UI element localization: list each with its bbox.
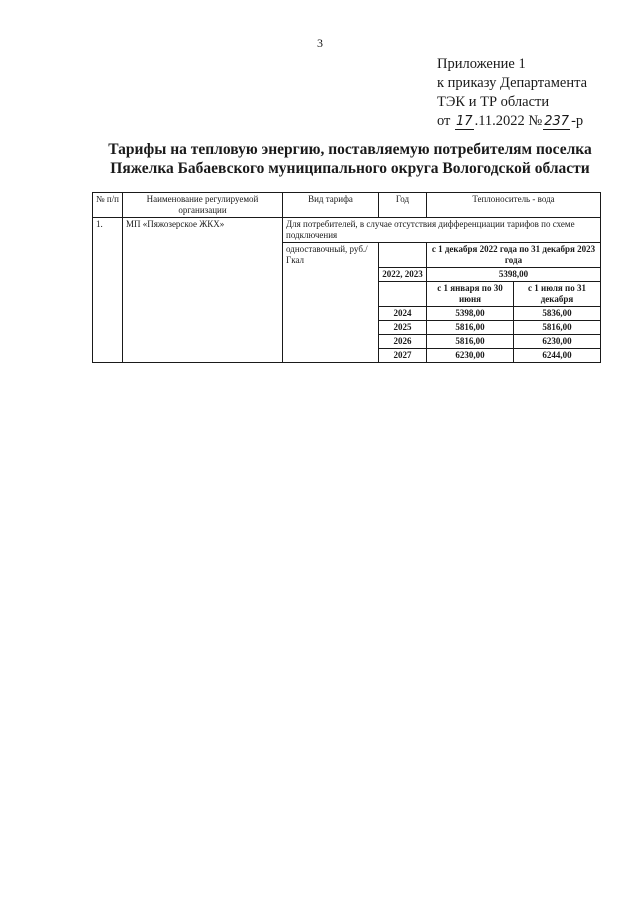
header-year: Год [379, 193, 427, 218]
h1-value: 5816,00 [427, 321, 514, 335]
row-org: МП «Пяжозерское ЖКХ» [123, 218, 283, 363]
appendix-department-line: ТЭК и ТР области [437, 94, 550, 110]
h2-value: 5836,00 [514, 307, 601, 321]
header-num: № п/п [93, 193, 123, 218]
year-cell: 2024 [379, 307, 427, 321]
year-cell: 2027 [379, 349, 427, 363]
h2-value: 5816,00 [514, 321, 601, 335]
tariff-table [92, 192, 601, 363]
empty-year-cell [379, 282, 427, 307]
period-2022-2023: с 1 декабря 2022 года по 31 декабря 2023 года [427, 243, 601, 268]
h1-value: 5816,00 [427, 335, 514, 349]
half1-label: с 1 января по 30 июня [427, 282, 514, 307]
header-carrier: Теплоноситель - вода [427, 193, 601, 218]
table-row [93, 218, 601, 243]
document-title [60, 140, 640, 178]
order-suffix: -р [571, 113, 584, 129]
half2-label: с 1 июля по 31 декабря [514, 282, 601, 307]
page-number: 3 [317, 36, 323, 50]
years-2022-2023: 2022, 2023 [379, 268, 427, 282]
value-2022-2023: 5398,00 [427, 268, 601, 282]
tariff-type: одноставочный, руб./Гкал [283, 243, 379, 363]
header-org: Наименование регулируемой организации [123, 193, 283, 218]
appendix-date-line [437, 112, 637, 131]
table-header-row [93, 193, 601, 218]
handwritten-day: 17 [456, 114, 473, 129]
h1-value: 5398,00 [427, 307, 514, 321]
title-line-2: Пяжелка Бабаевского муниципального округа Вологодской области [110, 160, 590, 177]
date-prefix: от [437, 113, 451, 129]
appendix-order-line: к приказу Департамента [437, 75, 588, 91]
year-cell: 2025 [379, 321, 427, 335]
title-line-1: Тарифы на тепловую энергию, поставляемую потребителям поселка [108, 141, 592, 158]
h2-value: 6230,00 [514, 335, 601, 349]
empty-year-cell [379, 243, 427, 268]
appendix-title: Приложение 1 [437, 56, 526, 72]
header-type: Вид тарифа [283, 193, 379, 218]
handwritten-order-number: 237 [544, 114, 570, 129]
consumers-note: Для потребителей, в случае отсутствия дифференциации тарифов по схеме подключения [283, 218, 601, 243]
year-cell: 2026 [379, 335, 427, 349]
date-rest: .11.2022 № [474, 113, 543, 129]
appendix-block [437, 55, 637, 131]
h2-value: 6244,00 [514, 349, 601, 363]
h1-value: 6230,00 [427, 349, 514, 363]
row-num: 1. [93, 218, 123, 363]
